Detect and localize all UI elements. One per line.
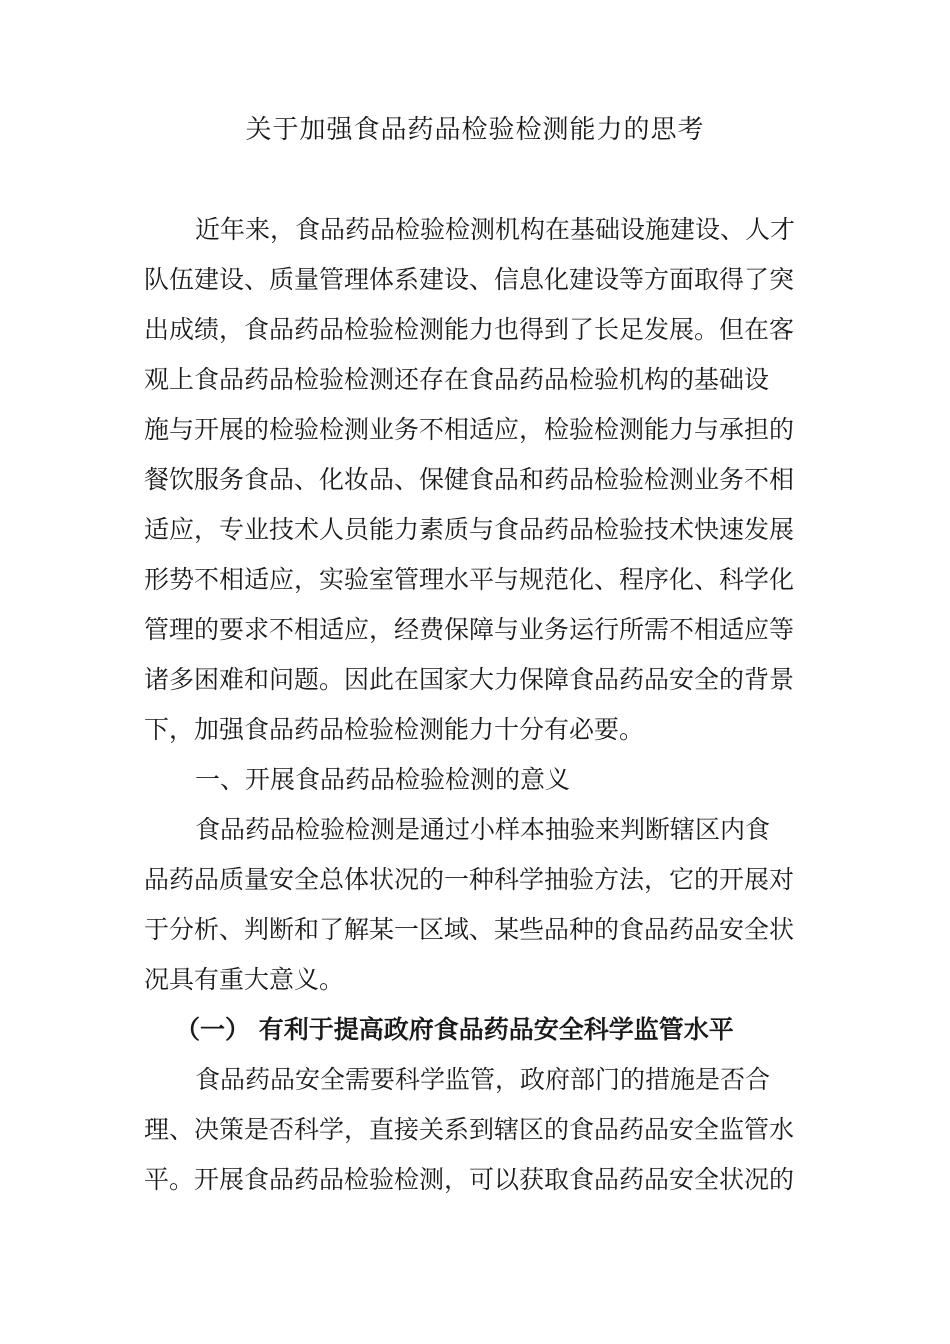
paragraph-line: 适应，专业技术人员能力素质与食品药品检验技术快速发展 (144, 515, 795, 544)
paragraph-line: 况具有重大意义。 (144, 965, 345, 994)
paragraph-line: 品药品质量安全总体状况的一种科学抽验方法，它的开展对 (144, 865, 795, 894)
subsection-heading: （一） 有利于提高政府食品药品安全科学监管水平 (175, 1015, 734, 1044)
paragraph-line: 近年来，食品药品检验检测机构在基础设施建设、人才 (195, 215, 796, 244)
paragraph-line: 观上食品药品检验检测还存在食品药品检验机构的基础设 (144, 365, 770, 394)
paragraph-line: 施与开展的检验检测业务不相适应，检验检测能力与承担的 (144, 415, 795, 444)
paragraph-line: 食品药品安全需要科学监管，政府部门的措施是否合 (195, 1065, 771, 1094)
paragraph-line: 形势不相适应，实验室管理水平与规范化、程序化、科学化 (144, 565, 795, 594)
paragraph-line: 诸多困难和问题。因此在国家大力保障食品药品安全的背景 (144, 665, 795, 694)
paragraph-line: 食品药品检验检测是通过小样本抽验来判断辖区内食 (195, 815, 771, 844)
paragraph-line: 下，加强食品药品检验检测能力十分有必要。 (144, 715, 645, 744)
paragraph-line: 出成绩，食品药品检验检测能力也得到了长足发展。但在客 (144, 315, 795, 344)
paragraph-line: 管理的要求不相适应，经费保障与业务运行所需不相适应等 (144, 615, 795, 644)
paragraph-line: 平。开展食品药品检验检测，可以获取食品药品安全状况的 (144, 1165, 795, 1194)
paragraph-line: 理、决策是否科学，直接关系到辖区的食品药品安全监管水 (144, 1115, 795, 1144)
document-title: 关于加强食品药品检验检测能力的思考 (245, 115, 705, 145)
section-heading: 一、开展食品药品检验检测的意义 (195, 765, 571, 794)
paragraph-line: 餐饮服务食品、化妆品、保健食品和药品检验检测业务不相 (144, 465, 795, 494)
paragraph-line: 队伍建设、质量管理体系建设、信息化建设等方面取得了突 (144, 265, 795, 294)
paragraph-line: 于分析、判断和了解某一区域、某些品种的食品药品安全状 (144, 915, 795, 944)
